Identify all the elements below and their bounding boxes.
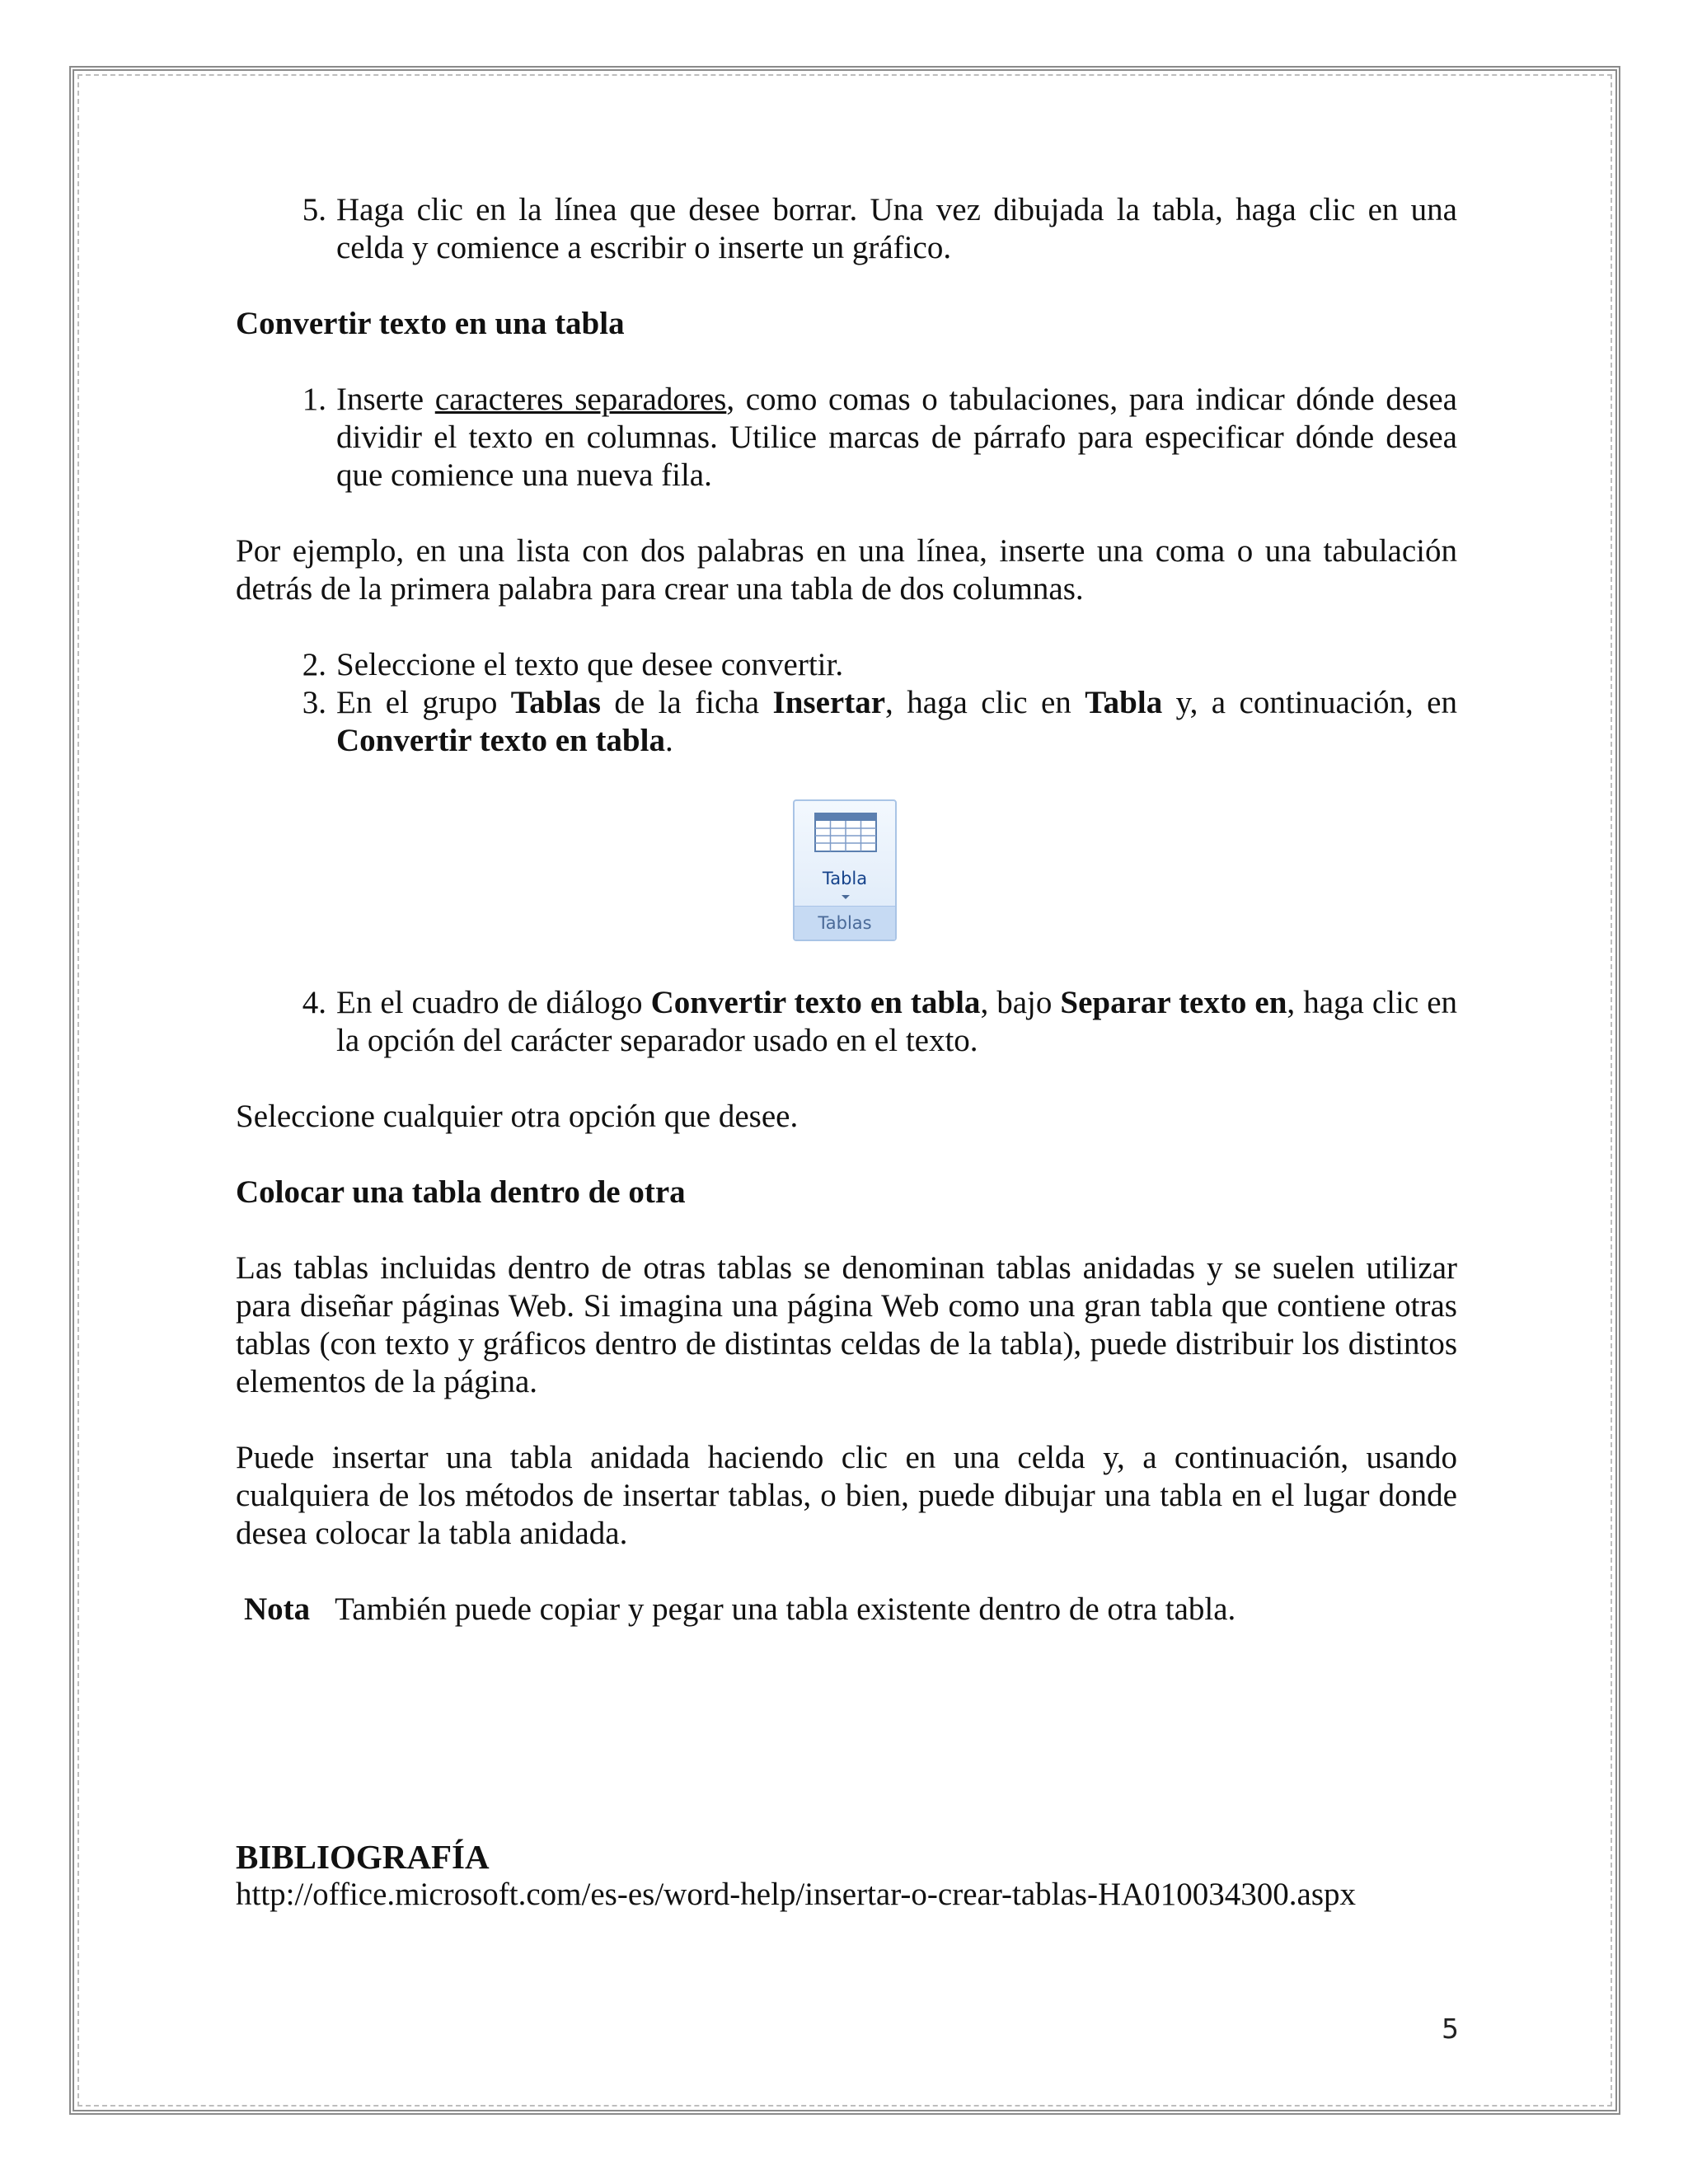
bibliography-heading: BIBLIOGRAFÍA: [236, 1838, 490, 1876]
note: [236, 1591, 1457, 1629]
paragraph-example: Por ejemplo, en una lista con dos palabras en una línea, inserte una coma o una tabulación detrás de la primera palabra para crear una tabla de dos columnas.: [236, 533, 1457, 607]
list-number: 5.: [302, 192, 326, 227]
tabla-ribbon-button[interactable]: [793, 799, 897, 941]
list-item-text: [336, 684, 1457, 760]
document-body: [236, 191, 1457, 1914]
bold-separar: Separar texto en: [1060, 985, 1287, 1020]
text-run: , haga clic en la opción del carácter separador usado en el texto.: [336, 985, 1458, 1058]
list-item-text: Seleccione el texto que desee convertir.: [336, 647, 844, 682]
text-run: y, a continuación, en: [1162, 685, 1457, 720]
list-item-text: [336, 381, 1457, 494]
text-run: En el cuadro de diálogo: [336, 985, 651, 1020]
text-run: En el grupo: [336, 685, 511, 720]
text-run: , bajo: [980, 985, 1061, 1020]
bold-tablas: Tablas: [510, 685, 601, 720]
list-item-1: [236, 381, 1457, 494]
text-run: .: [664, 723, 673, 758]
bold-convertir: Convertir texto en tabla: [650, 985, 981, 1020]
text-run: de la ficha: [600, 685, 773, 720]
text-run: Inserte: [336, 382, 424, 417]
bold-insertar: Insertar: [772, 685, 886, 720]
paragraph-insert-nested: Puede insertar una tabla anidada haciendo clic en una celda y, a continuación, usando cualquiera de los métodos de insertar tablas, o bien, puede dibujar una tabla en el lugar donde desea colocar la tabla anidada.: [236, 1440, 1457, 1551]
paragraph-nested-tables: Las tablas incluidas dentro de otras tablas se denominan tablas anidadas y se suelen utilizar para diseñar páginas Web. Si imagina una página Web como una gran tabla que contiene otras tablas (con texto y gráficos dentro de distintas celdas de la tabla), puede distribuir los distintos elementos de la página.: [236, 1250, 1457, 1399]
tabla-button-label: Tabla: [822, 869, 868, 888]
list-item-4: [236, 984, 1457, 1060]
list-item-text: [336, 984, 1457, 1060]
list-item-2: [236, 646, 1457, 684]
list-number: 4.: [302, 985, 326, 1020]
list-item-text: Haga clic en la línea que desee borrar. Una vez dibujada la tabla, haga clic en una celda y comience a escribir o inserte un gráfico.: [336, 192, 1457, 265]
section-heading-convert: Convertir texto en una tabla: [236, 306, 625, 341]
paragraph-select-option: Seleccione cualquier otra opción que desee.: [236, 1099, 799, 1134]
bold-tabla: Tabla: [1085, 685, 1163, 720]
list-item-5: [236, 191, 1457, 267]
page-number: 5: [1442, 2013, 1459, 2045]
tablas-group-label: Tablas: [795, 906, 895, 940]
bibliography-url[interactable]: http://office.microsoft.com/es-es/word-help/insertar-o-crear-tablas-HA010034300.aspx: [236, 1877, 1357, 1912]
list-number: 3.: [302, 685, 326, 720]
chevron-down-icon: [842, 895, 850, 899]
text-run: , haga clic en: [885, 685, 1085, 720]
note-label: Nota: [244, 1591, 311, 1627]
text-run: , como comas o tabulaciones, para indicar dónde desea dividir el texto en columnas. Utilice marcas de párrafo para especificar dónde desea que comience una nueva fila.: [336, 382, 1457, 493]
section-heading-nested: Colocar una tabla dentro de otra: [236, 1174, 686, 1210]
list-item-3: [236, 684, 1457, 760]
table-grid-icon: [814, 813, 877, 852]
bold-convertir: Convertir texto en tabla: [336, 723, 665, 758]
list-number: 1.: [302, 382, 326, 417]
note-text: También puede copiar y pegar una tabla existente dentro de otra tabla.: [335, 1591, 1236, 1627]
separator-characters-link[interactable]: caracteres separadores: [434, 382, 727, 417]
list-number: 2.: [302, 647, 326, 682]
